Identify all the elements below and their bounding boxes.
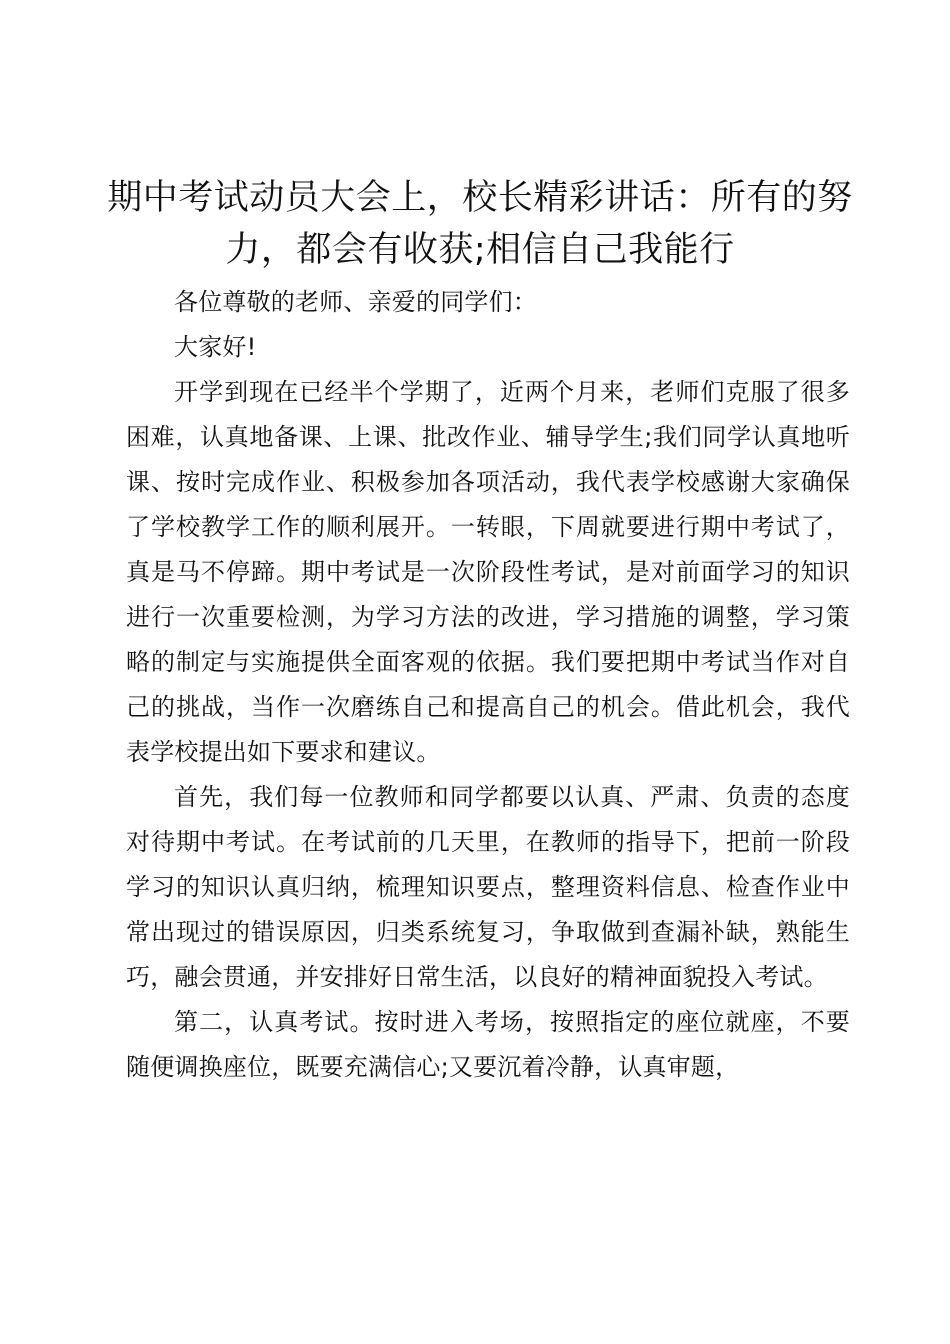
paragraph-intro: 开学到现在已经半个学期了，近两个月来，老师们克服了很多困难，认真地备课、上课、批改作业、辅导学生;我们同学认真地听课、按时完成作业、积极参加各项活动，我代表学校感谢大家确保了学校教学工作的顺利展开。一转眼，下周就要进行期中考试了，真是马不停蹄。期中考试是一次阶段性考试，是对前面学习的知识进行一次重要检测，为学习方法的改进，学习措施的调整，学习策略的制定与实施提供全面客观的依据。我们要把期中考试当作对自己的挑战，当作一次磨练自己和提高自己的机会。借此机会，我代表学校提出如下要求和建议。 xyxy=(126,378,850,766)
greeting: 大家好! xyxy=(174,333,257,361)
paragraph-second-point: 第二，认真考试。按时进入考场，按照指定的座位就座，不要随便调换座位，既要充满信心;又要沉着冷静，认真审题， xyxy=(126,1008,850,1081)
salutation: 各位尊敬的老师、亲爱的同学们： xyxy=(174,288,537,316)
paragraph-first-point: 首先，我们每一位教师和同学都要以认真、严肃、负责的态度对待期中考试。在考试前的几天里，在教师的指导下，把前一阶段学习的知识认真归纳，梳理知识要点，整理资料信息、检查作业中常出现过的错误原因，归类系统复习，争取做到查漏补缺，熟能生巧，融会贯通，并安排好日常生活，以良好的精神面貌投入考试。 xyxy=(126,783,850,991)
document-body xyxy=(126,280,850,1090)
document-title: 期中考试动员大会上，校长精彩讲话：所有的努力，都会有收获;相信自己我能行 xyxy=(107,178,853,270)
